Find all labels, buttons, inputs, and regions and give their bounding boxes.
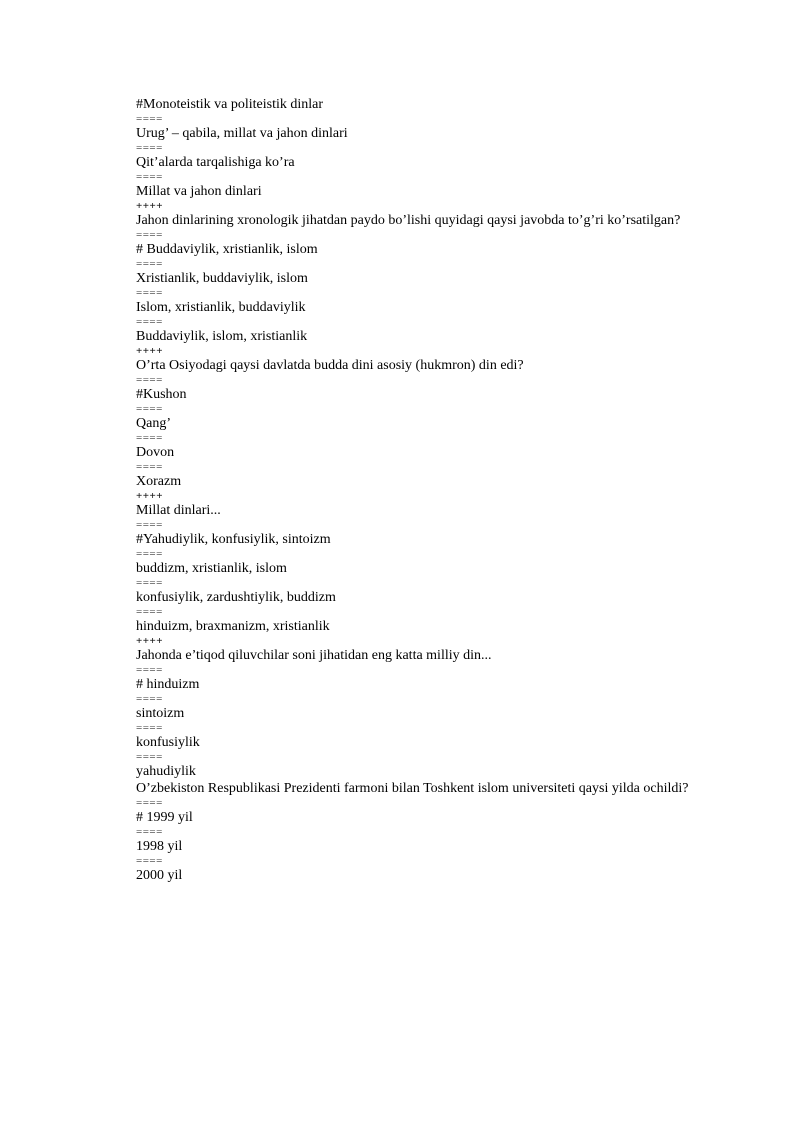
answer-separator: ==== — [136, 432, 163, 444]
answer-separator: ==== — [136, 826, 163, 838]
answer-separator: ==== — [136, 751, 163, 763]
answer-separator: ==== — [136, 693, 163, 705]
document-text-line: Jahonda e’tiqod qiluvchilar soni jihatidan eng katta milliy din... — [136, 648, 492, 663]
document-text-line: # hinduizm — [136, 677, 200, 692]
document-text-line: sintoizm — [136, 706, 185, 721]
document-text-line: konfusiylik — [136, 735, 200, 750]
document-text-line: yahudiylik — [136, 764, 196, 779]
document-text-line: Qang’ — [136, 416, 171, 431]
answer-separator: ==== — [136, 403, 163, 415]
answer-separator: ==== — [136, 142, 163, 154]
answer-separator: ==== — [136, 461, 163, 473]
answer-separator: ==== — [136, 258, 163, 270]
answer-separator: ==== — [136, 548, 163, 560]
document-text-line: # Buddaviylik, xristianlik, islom — [136, 242, 318, 257]
document-text-line: Qit’alarda tarqalishiga ko’ra — [136, 155, 295, 170]
answer-separator: ==== — [136, 229, 163, 241]
answer-separator: ==== — [136, 577, 163, 589]
document-text-line: hinduizm, braxmanizm, xristianlik — [136, 619, 330, 634]
answer-separator: ==== — [136, 374, 163, 386]
answer-separator: ==== — [136, 287, 163, 299]
answer-separator: ==== — [136, 519, 163, 531]
answer-separator: ==== — [136, 855, 163, 867]
document-text-line: Xorazm — [136, 474, 182, 489]
document-text-line: #Kushon — [136, 387, 187, 402]
question-separator: ++++ — [136, 345, 164, 357]
document-text-line: #Yahudiylik, konfusiylik, sintoizm — [136, 532, 331, 547]
answer-separator: ==== — [136, 606, 163, 618]
document-text-line: Islom, xristianlik, buddaviylik — [136, 300, 306, 315]
document-text-line: Millat dinlari... — [136, 503, 221, 518]
question-separator: ++++ — [136, 490, 164, 502]
answer-separator: ==== — [136, 113, 163, 125]
document-text-line: Dovon — [136, 445, 175, 460]
answer-separator: ==== — [136, 171, 163, 183]
document-text-line: Millat va jahon dinlari — [136, 184, 262, 199]
document-text-line: buddizm, xristianlik, islom — [136, 561, 287, 576]
answer-separator: ==== — [136, 316, 163, 328]
document-text-line: Buddaviylik, islom, xristianlik — [136, 329, 308, 344]
answer-separator: ==== — [136, 664, 163, 676]
document-text-line: O’zbekiston Respublikasi Prezidenti farmoni bilan Toshkent islom universiteti qaysi yilda ochildi? — [136, 781, 689, 796]
document-text-line: Xristianlik, buddaviylik, islom — [136, 271, 308, 286]
document-text-line: 2000 yil — [136, 868, 183, 883]
answer-separator: ==== — [136, 722, 163, 734]
document-text-line: 1998 yil — [136, 839, 183, 854]
document-text-line: Jahon dinlarining xronologik jihatdan paydo bo’lishi quyidagi qaysi javobda to’g’ri ko’rsatilgan? — [136, 213, 681, 228]
document-text-line: # 1999 yil — [136, 810, 193, 825]
document-text-line: #Monoteistik va politeistik dinlar — [136, 97, 324, 112]
question-separator: ++++ — [136, 635, 164, 647]
document-text-line: konfusiylik, zardushtiylik, buddizm — [136, 590, 336, 605]
document-text-line: Urug’ – qabila, millat va jahon dinlari — [136, 126, 348, 141]
document-text-line: O’rta Osiyodagi qaysi davlatda budda dini asosiy (hukmron) din edi? — [136, 358, 524, 373]
answer-separator: ==== — [136, 797, 163, 809]
document-page — [136, 96, 776, 884]
question-separator: ++++ — [136, 200, 164, 212]
